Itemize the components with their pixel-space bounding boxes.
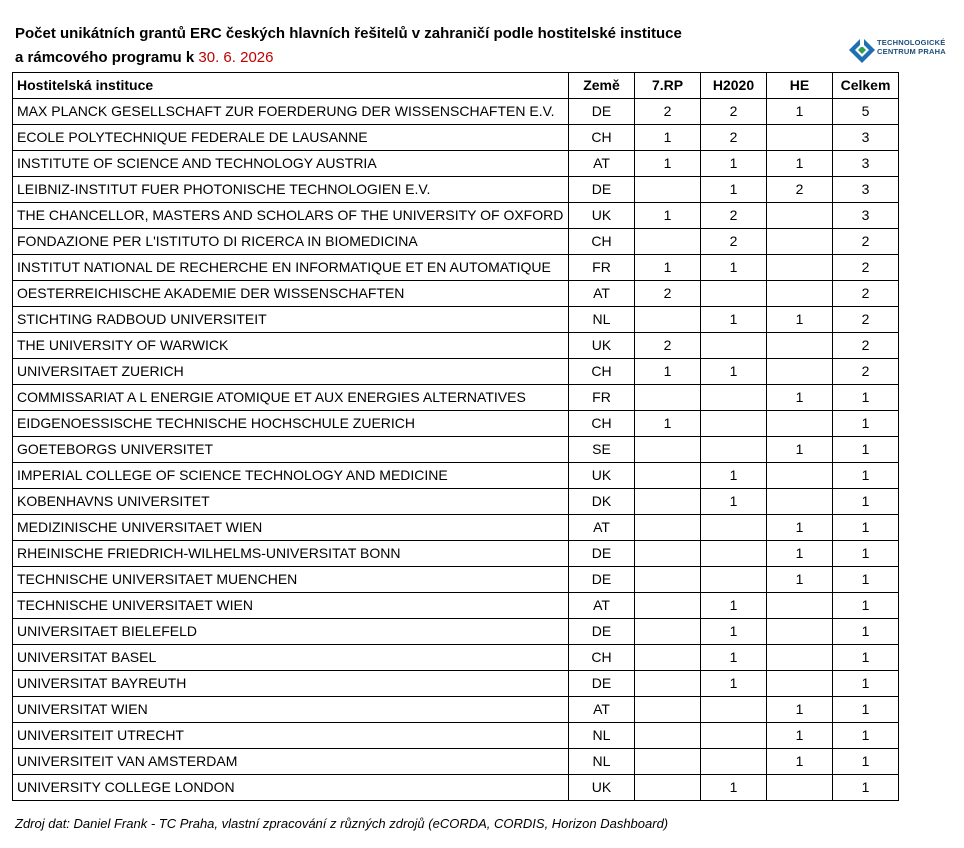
cell-h2020 xyxy=(701,411,767,437)
cell-he xyxy=(767,463,833,489)
cell-he xyxy=(767,203,833,229)
cell-country: CH xyxy=(569,411,635,437)
table-row xyxy=(13,281,899,307)
cell-total: 1 xyxy=(833,515,899,541)
cell-total: 1 xyxy=(833,671,899,697)
cell-he: 1 xyxy=(767,437,833,463)
cell-country: AT xyxy=(569,281,635,307)
cell-he: 1 xyxy=(767,151,833,177)
table-row xyxy=(13,593,899,619)
table-row xyxy=(13,541,899,567)
cell-fp7 xyxy=(635,697,701,723)
cell-fp7: 1 xyxy=(635,411,701,437)
cell-institution: MAX PLANCK GESELLSCHAFT ZUR FOERDERUNG DER WISSENSCHAFTEN E.V. xyxy=(13,99,569,125)
cell-institution: UNIVERSITY COLLEGE LONDON xyxy=(13,775,569,801)
cell-institution: GOETEBORGS UNIVERSITET xyxy=(13,437,569,463)
cell-he xyxy=(767,359,833,385)
cell-he xyxy=(767,229,833,255)
cell-he xyxy=(767,671,833,697)
cell-country: DE xyxy=(569,541,635,567)
cell-institution: UNIVERSITEIT UTRECHT xyxy=(13,723,569,749)
cell-h2020: 1 xyxy=(701,151,767,177)
cell-total: 2 xyxy=(833,333,899,359)
cell-total: 2 xyxy=(833,359,899,385)
cell-he xyxy=(767,593,833,619)
table-row xyxy=(13,775,899,801)
cell-fp7 xyxy=(635,671,701,697)
cell-he: 1 xyxy=(767,385,833,411)
cell-total: 1 xyxy=(833,645,899,671)
cell-total: 1 xyxy=(833,437,899,463)
table-row xyxy=(13,125,899,151)
cell-fp7 xyxy=(635,775,701,801)
cell-h2020: 1 xyxy=(701,619,767,645)
cell-he xyxy=(767,125,833,151)
cell-fp7 xyxy=(635,541,701,567)
cell-country: CH xyxy=(569,229,635,255)
cell-total: 1 xyxy=(833,463,899,489)
cell-h2020 xyxy=(701,697,767,723)
cell-h2020: 2 xyxy=(701,99,767,125)
table-row xyxy=(13,515,899,541)
tc-praha-logo xyxy=(848,36,948,66)
table-row xyxy=(13,333,899,359)
cell-institution: MEDIZINISCHE UNIVERSITAET WIEN xyxy=(13,515,569,541)
cell-total: 3 xyxy=(833,125,899,151)
cell-h2020: 2 xyxy=(701,125,767,151)
cell-he xyxy=(767,281,833,307)
cell-total: 1 xyxy=(833,619,899,645)
cell-fp7 xyxy=(635,489,701,515)
cell-total: 2 xyxy=(833,307,899,333)
cell-total: 1 xyxy=(833,723,899,749)
cell-country: AT xyxy=(569,151,635,177)
cell-total: 1 xyxy=(833,385,899,411)
cell-total: 1 xyxy=(833,775,899,801)
cell-he xyxy=(767,255,833,281)
cell-fp7: 1 xyxy=(635,359,701,385)
cell-fp7: 1 xyxy=(635,203,701,229)
title-line-2 xyxy=(15,46,795,70)
cell-fp7: 1 xyxy=(635,151,701,177)
cell-fp7 xyxy=(635,515,701,541)
logo-text-line-1: TECHNOLOGICKÉ xyxy=(877,38,946,47)
cell-country: NL xyxy=(569,723,635,749)
cell-he: 1 xyxy=(767,99,833,125)
cell-country: DK xyxy=(569,489,635,515)
table-row xyxy=(13,671,899,697)
table-row xyxy=(13,385,899,411)
table-row xyxy=(13,697,899,723)
table-row xyxy=(13,307,899,333)
cell-total: 1 xyxy=(833,411,899,437)
cell-he xyxy=(767,333,833,359)
cell-fp7 xyxy=(635,307,701,333)
cell-fp7 xyxy=(635,619,701,645)
cell-country: AT xyxy=(569,697,635,723)
cell-institution: EIDGENOESSISCHE TECHNISCHE HOCHSCHULE ZUERICH xyxy=(13,411,569,437)
logo-text-line-2: CENTRUM PRAHA xyxy=(877,47,946,56)
cell-country: UK xyxy=(569,775,635,801)
cell-institution: KOBENHAVNS UNIVERSITET xyxy=(13,489,569,515)
cell-institution: UNIVERSITAET BIELEFELD xyxy=(13,619,569,645)
cell-institution: THE CHANCELLOR, MASTERS AND SCHOLARS OF THE UNIVERSITY OF OXFORD xyxy=(13,203,569,229)
cell-total: 1 xyxy=(833,541,899,567)
table-row xyxy=(13,359,899,385)
cell-he: 1 xyxy=(767,307,833,333)
cell-institution: UNIVERSITAT BAYREUTH xyxy=(13,671,569,697)
cell-institution: FONDAZIONE PER L'ISTITUTO DI RICERCA IN BIOMEDICINA xyxy=(13,229,569,255)
cell-total: 1 xyxy=(833,489,899,515)
cell-he xyxy=(767,411,833,437)
cell-h2020: 1 xyxy=(701,593,767,619)
table-row xyxy=(13,619,899,645)
cell-country: FR xyxy=(569,385,635,411)
cell-total: 1 xyxy=(833,749,899,775)
cell-country: AT xyxy=(569,593,635,619)
title-line-2-prefix: a rámcového programu k xyxy=(15,49,199,66)
title-date: 30. 6. 2026 xyxy=(198,49,274,66)
cell-total: 3 xyxy=(833,177,899,203)
cell-h2020: 2 xyxy=(701,203,767,229)
table-row xyxy=(13,749,899,775)
cell-fp7 xyxy=(635,177,701,203)
header-he: HE xyxy=(767,73,833,99)
table-header-row xyxy=(13,73,899,99)
cell-fp7: 1 xyxy=(635,255,701,281)
cell-country: UK xyxy=(569,333,635,359)
cell-he: 1 xyxy=(767,749,833,775)
cell-total: 3 xyxy=(833,151,899,177)
header-country: Země xyxy=(569,73,635,99)
cell-institution: UNIVERSITAT WIEN xyxy=(13,697,569,723)
cell-institution: ECOLE POLYTECHNIQUE FEDERALE DE LAUSANNE xyxy=(13,125,569,151)
cell-total: 1 xyxy=(833,697,899,723)
cell-he: 1 xyxy=(767,697,833,723)
cell-institution: LEIBNIZ-INSTITUT FUER PHOTONISCHE TECHNOLOGIEN E.V. xyxy=(13,177,569,203)
cell-fp7: 1 xyxy=(635,125,701,151)
cell-h2020 xyxy=(701,541,767,567)
cell-fp7: 2 xyxy=(635,333,701,359)
table-row xyxy=(13,203,899,229)
grants-table xyxy=(12,72,899,801)
cell-fp7 xyxy=(635,567,701,593)
cell-fp7 xyxy=(635,593,701,619)
table-row xyxy=(13,489,899,515)
cell-fp7 xyxy=(635,437,701,463)
cell-h2020 xyxy=(701,281,767,307)
cell-total: 1 xyxy=(833,567,899,593)
table-row xyxy=(13,723,899,749)
cell-total: 5 xyxy=(833,99,899,125)
table-row xyxy=(13,645,899,671)
cell-he: 1 xyxy=(767,567,833,593)
table-row xyxy=(13,567,899,593)
cell-total: 1 xyxy=(833,593,899,619)
cell-country: CH xyxy=(569,645,635,671)
cell-institution: INSTITUT NATIONAL DE RECHERCHE EN INFORMATIQUE ET EN AUTOMATIQUE xyxy=(13,255,569,281)
cell-he: 1 xyxy=(767,723,833,749)
cell-he: 1 xyxy=(767,541,833,567)
cell-h2020 xyxy=(701,749,767,775)
cell-institution: INSTITUTE OF SCIENCE AND TECHNOLOGY AUSTRIA xyxy=(13,151,569,177)
cell-country: NL xyxy=(569,749,635,775)
table-row xyxy=(13,437,899,463)
cell-h2020: 1 xyxy=(701,359,767,385)
cell-country: DE xyxy=(569,99,635,125)
cell-h2020 xyxy=(701,385,767,411)
cell-fp7 xyxy=(635,229,701,255)
logo-text xyxy=(877,38,946,56)
cell-he xyxy=(767,619,833,645)
cell-he xyxy=(767,645,833,671)
cell-fp7 xyxy=(635,723,701,749)
table-row xyxy=(13,463,899,489)
cell-total: 2 xyxy=(833,229,899,255)
cell-he: 1 xyxy=(767,515,833,541)
cell-country: AT xyxy=(569,515,635,541)
cell-country: DE xyxy=(569,671,635,697)
cell-fp7 xyxy=(635,749,701,775)
page-title xyxy=(15,22,795,70)
cell-h2020 xyxy=(701,333,767,359)
header-h2020: H2020 xyxy=(701,73,767,99)
cell-he: 2 xyxy=(767,177,833,203)
cell-country: UK xyxy=(569,203,635,229)
cell-country: SE xyxy=(569,437,635,463)
cell-total: 2 xyxy=(833,255,899,281)
header-total: Celkem xyxy=(833,73,899,99)
table-row xyxy=(13,151,899,177)
cell-total: 2 xyxy=(833,281,899,307)
cell-h2020: 2 xyxy=(701,229,767,255)
cell-institution: COMMISSARIAT A L ENERGIE ATOMIQUE ET AUX ENERGIES ALTERNATIVES xyxy=(13,385,569,411)
cell-fp7 xyxy=(635,385,701,411)
cell-institution: IMPERIAL COLLEGE OF SCIENCE TECHNOLOGY AND MEDICINE xyxy=(13,463,569,489)
cell-h2020: 1 xyxy=(701,307,767,333)
cell-institution: OESTERREICHISCHE AKADEMIE DER WISSENSCHAFTEN xyxy=(13,281,569,307)
cell-country: DE xyxy=(569,567,635,593)
cell-country: DE xyxy=(569,177,635,203)
cell-h2020: 1 xyxy=(701,255,767,281)
cell-h2020: 1 xyxy=(701,177,767,203)
cell-h2020 xyxy=(701,723,767,749)
table-row xyxy=(13,229,899,255)
cell-institution: STICHTING RADBOUD UNIVERSITEIT xyxy=(13,307,569,333)
cell-country: UK xyxy=(569,463,635,489)
cell-institution: UNIVERSITAET ZUERICH xyxy=(13,359,569,385)
cell-institution: TECHNISCHE UNIVERSITAET MUENCHEN xyxy=(13,567,569,593)
table-row xyxy=(13,177,899,203)
cell-h2020 xyxy=(701,567,767,593)
logo-mark-icon xyxy=(848,36,876,64)
source-note: Zdroj dat: Daniel Frank - TC Praha, vlastní zpracování z různých zdrojů (eCORDA, CORDIS, Horizon Dashboard) xyxy=(15,816,669,831)
cell-institution: THE UNIVERSITY OF WARWICK xyxy=(13,333,569,359)
cell-total: 3 xyxy=(833,203,899,229)
header-fp7: 7.RP xyxy=(635,73,701,99)
cell-h2020 xyxy=(701,437,767,463)
cell-institution: UNIVERSITAT BASEL xyxy=(13,645,569,671)
cell-country: CH xyxy=(569,359,635,385)
cell-fp7: 2 xyxy=(635,281,701,307)
cell-h2020: 1 xyxy=(701,645,767,671)
table-row xyxy=(13,255,899,281)
cell-institution: RHEINISCHE FRIEDRICH-WILHELMS-UNIVERSITAT BONN xyxy=(13,541,569,567)
cell-country: CH xyxy=(569,125,635,151)
cell-he xyxy=(767,775,833,801)
cell-fp7 xyxy=(635,463,701,489)
cell-he xyxy=(767,489,833,515)
cell-h2020: 1 xyxy=(701,671,767,697)
table-body xyxy=(13,99,899,801)
cell-institution: UNIVERSITEIT VAN AMSTERDAM xyxy=(13,749,569,775)
cell-h2020: 1 xyxy=(701,489,767,515)
cell-h2020 xyxy=(701,515,767,541)
cell-institution: TECHNISCHE UNIVERSITAET WIEN xyxy=(13,593,569,619)
cell-h2020: 1 xyxy=(701,775,767,801)
cell-country: DE xyxy=(569,619,635,645)
cell-fp7: 2 xyxy=(635,99,701,125)
table-row xyxy=(13,99,899,125)
table-row xyxy=(13,411,899,437)
cell-country: NL xyxy=(569,307,635,333)
cell-h2020: 1 xyxy=(701,463,767,489)
cell-fp7 xyxy=(635,645,701,671)
header-institution: Hostitelská instituce xyxy=(13,73,569,99)
title-line-1: Počet unikátních grantů ERC českých hlavních řešitelů v zahraničí podle hostitelské instituce xyxy=(15,25,682,42)
cell-country: FR xyxy=(569,255,635,281)
